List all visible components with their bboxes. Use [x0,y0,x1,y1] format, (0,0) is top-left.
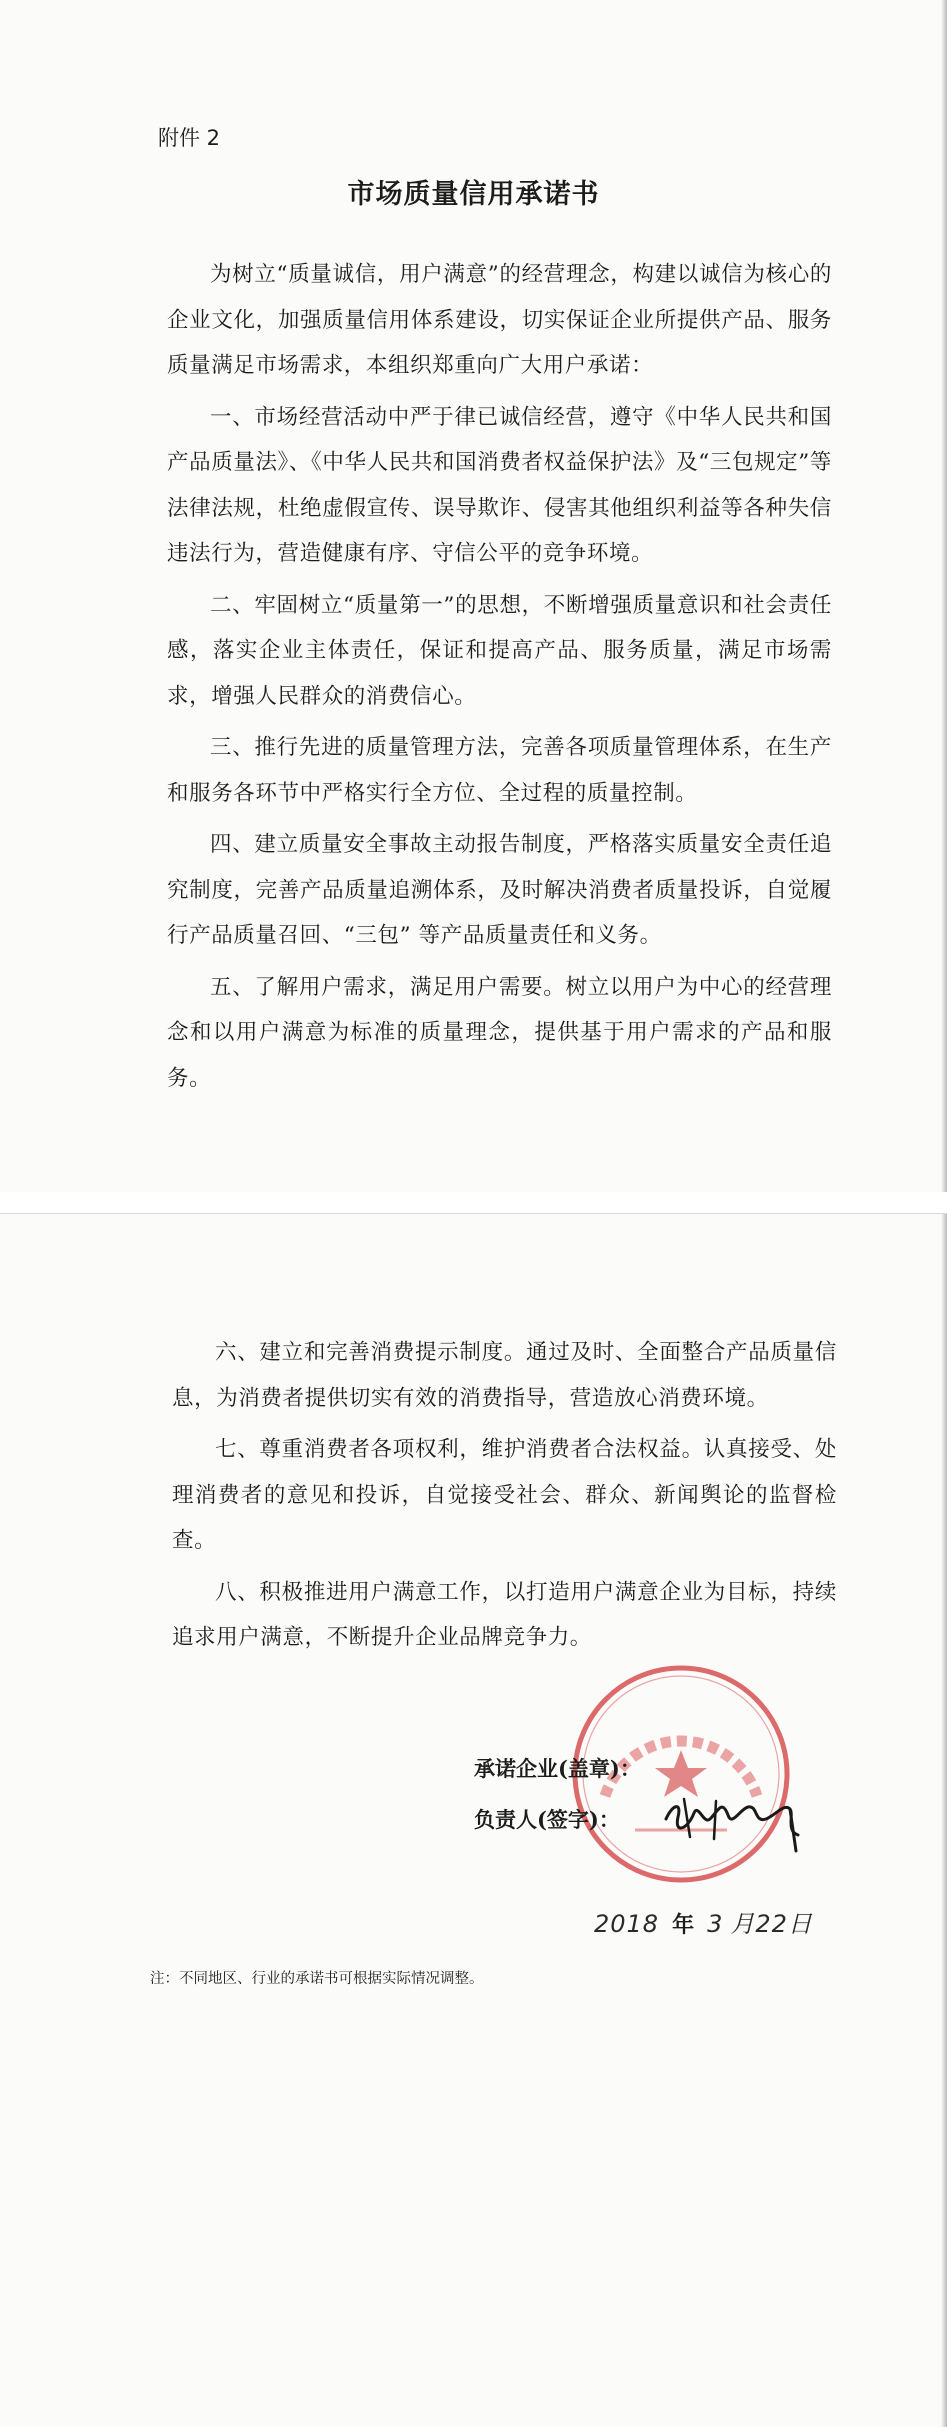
date-year-label: 年 [672,1912,695,1938]
document-body-page-1 [167,252,832,1107]
sign-company-label: 承诺企业(盖章)： [474,1756,641,1781]
clause-5-paragraph: 五、了解用户需求，满足用户需要。树立以用户为中心的经营理念和以用户满意为标准的质量理念，提供基于用户需求的产品和服务。 [167,974,832,1091]
clause-1-paragraph: 一、市场经营活动中严于律已诚信经营，遵守《中华人民共和国产品质量法》、《中华人民共和国消费者权益保护法》及“三包规定”等法律法规，杜绝虚假宣传、误导欺诈、侵害其他组织利益等各种失信违法行为，营造健康有序、守信公平的竞争环境。 [167,404,832,566]
page-gap [0,1192,947,1213]
signing-date [594,1904,813,1939]
clause-6-paragraph: 六、建立和完善消费提示制度。通过及时、全面整合产品质量信息，为消费者提供切实有效的消费指导，营造放心消费环境。 [172,1340,837,1411]
footnote: 注：不同地区、行业的承诺书可根据实际情况调整。 [150,1971,484,1987]
date-year: 2018 [594,1910,660,1938]
date-month: 3 [707,1910,724,1938]
sign-person-label: 负责人(签字)： [474,1807,620,1832]
clause-2-paragraph: 二、牢固树立“质量第一”的思想，不断增强质量意识和社会责任感，落实企业主体责任，保证和提高产品、服务质量，满足市场需求，增强人民群众的消费信心。 [167,592,832,709]
date-day: 月22日 [730,1910,813,1938]
document-body-page-2 [172,1330,837,1667]
clause-8-paragraph: 八、积极推进用户满意工作，以打造用户满意企业为目标，持续追求用户满意，不断提升企业品牌竞争力。 [172,1579,837,1650]
clause-3-paragraph: 三、推行先进的质量管理方法，完善各项质量管理体系，在生产和服务各环节中严格实行全方位、全过程的质量控制。 [167,735,832,806]
document-title: 市场质量信用承诺书 [347,179,600,210]
clause-7-paragraph: 七、尊重消费者各项权利，维护消费者合法权益。认真接受、处理消费者的意见和投诉，自觉接受社会、群众、新闻舆论的监督检查。 [172,1437,837,1553]
document-page-1 [0,0,947,1193]
attachment-label: 附件 2 [158,126,221,150]
scan-edge-shadow [941,1214,947,2427]
intro-paragraph: 为树立“质量诚信，用户满意”的经营理念，构建以诚信为核心的企业文化，加强质量信用体系建设，切实保证企业所提供产品、服务质量满足市场需求，本组织郑重向广大用户承诺： [167,262,832,378]
document-page-2 [0,1213,947,2427]
handwritten-signature [658,1779,818,1859]
clause-4-paragraph: 四、建立质量安全事故主动报告制度，严格落实质量安全责任追究制度，完善产品质量追溯体系，及时解决消费者质量投诉，自觉履行产品质量召回、“三包” 等产品质量责任和义务。 [167,832,832,948]
